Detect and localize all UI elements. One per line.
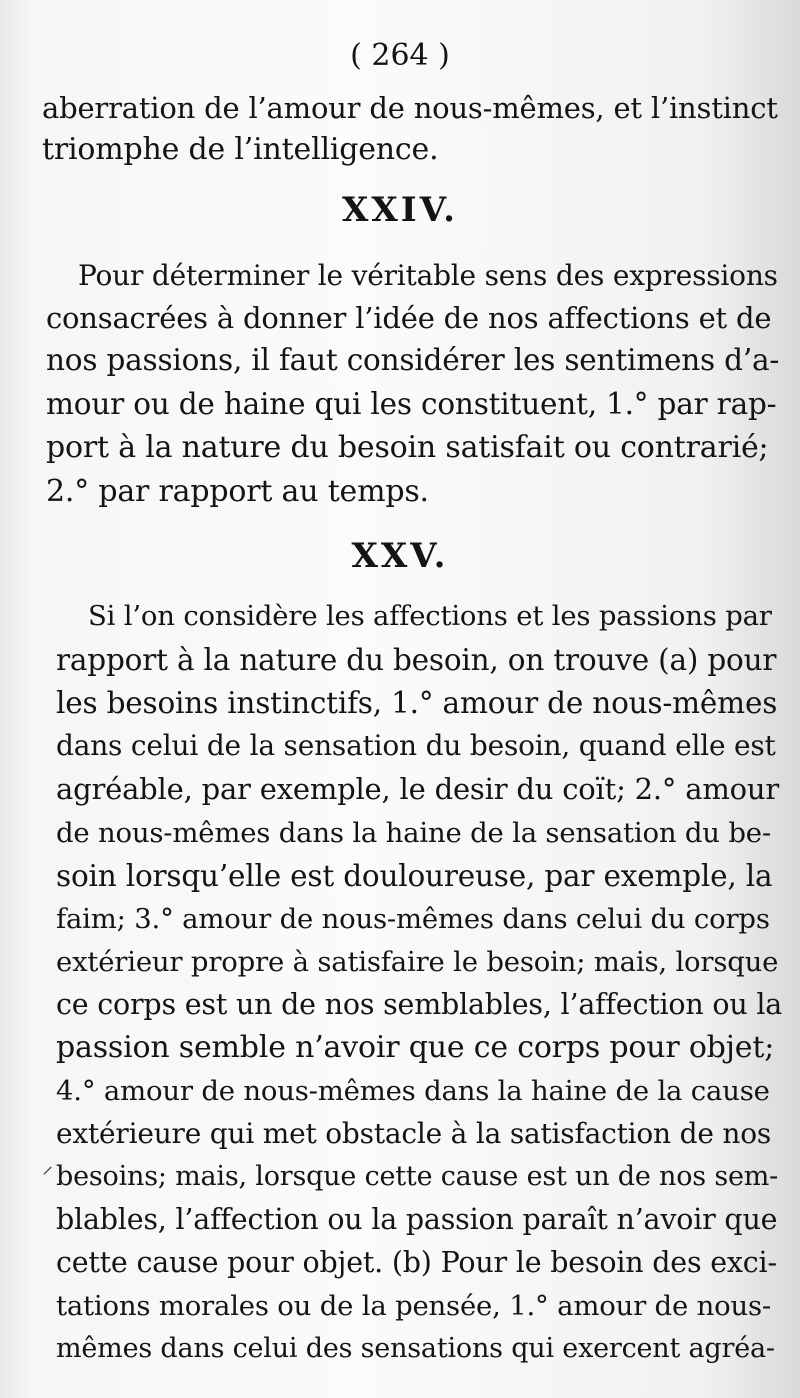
text-line: port à la nature du besoin satisfait ou contrarié; (46, 430, 769, 465)
text-line: Si l’on considère les affections et les passions par (88, 600, 772, 632)
text-line: tations morales ou de la pensée, 1.° amour de nous- (56, 1290, 771, 1322)
text-line: Pour déterminer le véritable sens des expressions (78, 259, 778, 292)
text-line: blables, l’affection ou la passion paraît n’avoir que (56, 1203, 778, 1236)
text-line: consacrées à donner l’idée de nos affections et de (46, 301, 772, 335)
text-line: passion semble n’avoir que ce corps pour objet; (56, 1030, 775, 1065)
text-line: ce corps est un de nos semblables, l’affection ou la (56, 988, 783, 1021)
section-heading-xxv: XXV. (351, 536, 449, 576)
text-line: cette cause pour objet. (b) Pour le besoin des exci- (56, 1246, 777, 1279)
section-heading-xxiv: XXIV. (342, 190, 458, 230)
text-line: agréable, par exemple, le desir du coït; 2.° amour (56, 772, 780, 806)
text-line: rapport à la nature du besoin, on trouve (a) pour (56, 643, 777, 677)
text-line: triomphe de l’intelligence. (42, 132, 439, 167)
text-line: de nous-mêmes dans la haine de la sensation du be- (56, 817, 771, 849)
text-line: faim; 3.° amour de nous-mêmes dans celui du corps (56, 903, 770, 935)
text-line: 4.° amour de nous-mêmes dans la haine de la cause (56, 1075, 770, 1107)
text-line: aberration de l’amour de nous-mêmes, et l’instinct (42, 91, 778, 125)
page-number-header: ( 264 ) (350, 38, 450, 73)
text-line: soin lorsqu’elle est douloureuse, par exemple, la (56, 859, 773, 893)
text-line: nos passions, il faut considérer les sentimens d’a- (46, 343, 780, 377)
text-line: besoins; mais, lorsque cette cause est un de nos sem- (56, 1161, 779, 1192)
text-line: dans celui de la sensation du besoin, quand elle est (56, 729, 776, 762)
text-line: les besoins instinctifs, 1.° amour de nous-mêmes (56, 686, 778, 720)
text-line: extérieur propre à satisfaire le besoin; mais, lorsque (56, 946, 779, 978)
text-line: extérieure qui met obstacle à la satisfaction de nos (56, 1117, 772, 1150)
margin-mark: ⸝ (42, 1154, 54, 1179)
text-line: mêmes dans celui des sensations qui exercent agréa- (56, 1333, 775, 1364)
text-line: mour ou de haine qui les constituent, 1.° par rap- (46, 387, 777, 421)
text-line: 2.° par rapport au temps. (46, 474, 429, 509)
